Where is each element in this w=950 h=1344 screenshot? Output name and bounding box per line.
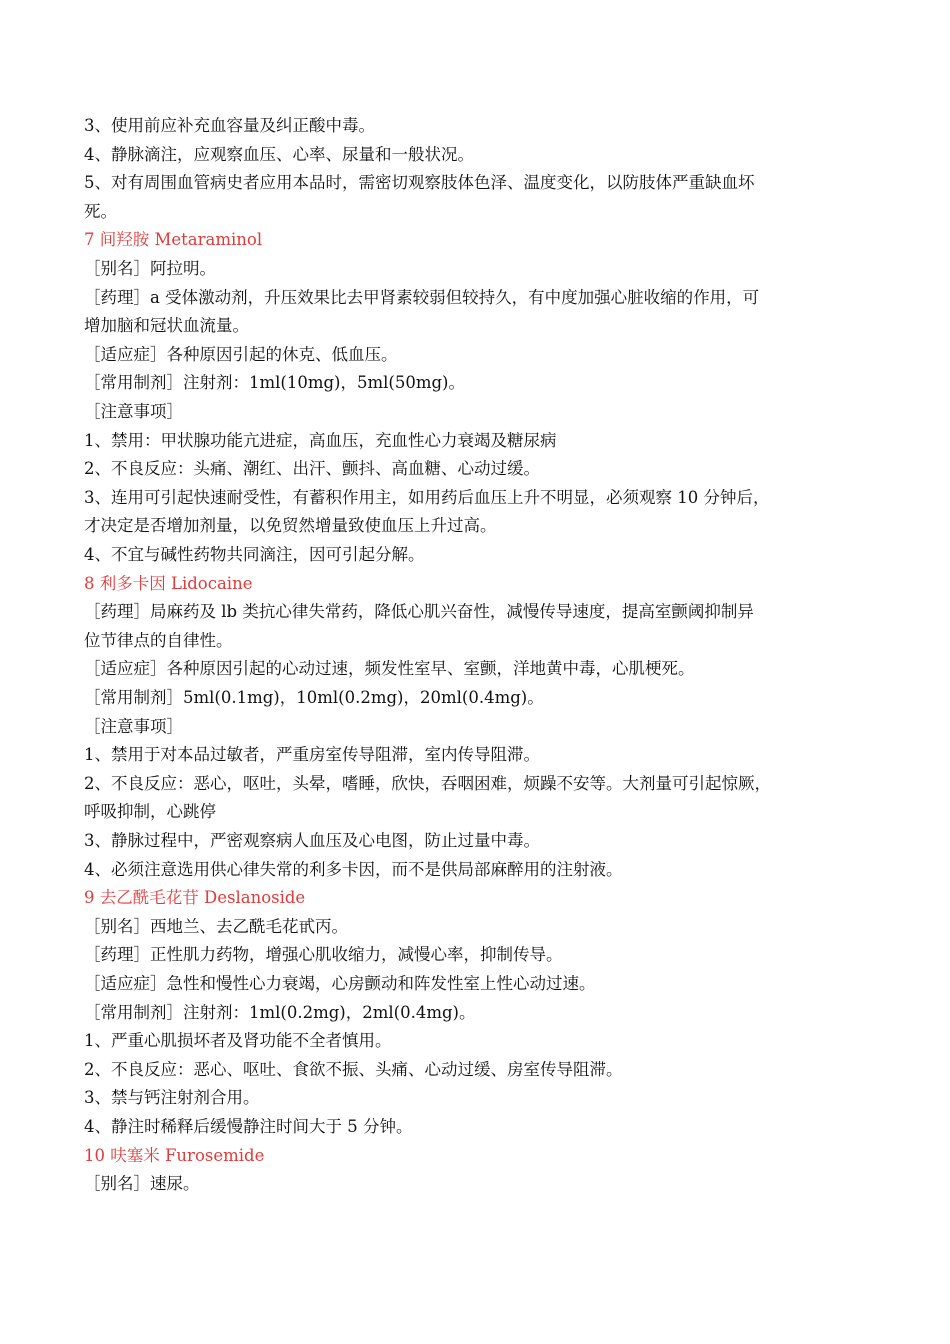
text-line: 3、禁与钙注射剂合用。	[84, 1088, 260, 1108]
text-line: ［常用制剂］注射剂：1ml(10mg)，5ml(50mg)。	[84, 373, 465, 393]
text-line: 3、连用可引起快速耐受性，有蓄积作用主，如用药后血压上升不明显，必须观察 10 分钟后，	[84, 487, 770, 507]
text-line: ［注意事项］	[84, 716, 183, 736]
text-line: ［常用制剂］5ml(0.1mg)，10ml(0.2mg)，20ml(0.4mg)。	[84, 688, 544, 707]
text-line: ［适应症］各种原因引起的心动过速，频发性室早、室颤，洋地黄中毒，心肌梗死。	[84, 659, 695, 679]
text-line: 位节律点的自律性。	[84, 630, 233, 650]
text-line: 才决定是否增加剂量，以免贸然增量致使血压上升过高。	[84, 516, 497, 536]
text-line: 4、不宜与碱性药物共同滴注，因可引起分解。	[84, 545, 425, 564]
text-line: ［注意事项］	[84, 402, 183, 421]
text-line: 3、静脉过程中，严密观察病人血压及心电图，防止过量中毒。	[84, 831, 540, 850]
section-heading: 10 呋塞米 Furosemide	[84, 1145, 265, 1165]
text-line: 增加脑和冠状血流量。	[84, 316, 249, 336]
text-line: 4、静注时稀释后缓慢静注时间大于 5 分钟。	[84, 1117, 413, 1136]
text-line: ［适应症］急性和慢性心力衰竭，心房颤动和阵发性室上性心动过速。	[84, 974, 596, 993]
text-line: 1、禁用：甲状腺功能亢进症，高血压，充血性心力衰竭及糖尿病	[84, 430, 557, 450]
text-line: ［别名］西地兰、去乙酰毛花甙丙。	[84, 916, 348, 936]
text-line: ［药理］a 受体激动剂，升压效果比去甲肾素较弱但较持久，有中度加强心脏收缩的作用，可	[84, 287, 760, 307]
text-line: 5、对有周围血管病史者应用本品时，需密切观察肢体色泽、温度变化，以防肢体严重缺血坏	[84, 173, 755, 193]
text-line: ［药理］局麻药及 lb 类抗心律失常药，降低心肌兴奋性，减慢传导速度，提高室颤阈抑制异	[84, 602, 754, 622]
section-heading: 9 去乙酰毛花苷 Deslanoside	[84, 888, 306, 908]
text-line: 死。	[84, 201, 117, 221]
section-heading: 7 间羟胺 Metaraminol	[84, 230, 263, 250]
text-line: ［常用制剂］注射剂：1ml(0.2mg)，2ml(0.4mg)。	[84, 1002, 476, 1022]
text-line: 2、不良反应：头痛、潮红、出汗、颤抖、高血糖、心动过缓。	[84, 459, 540, 479]
text-line: ［别名］速尿。	[84, 1174, 200, 1194]
section-heading: 8 利多卡因 Lidocaine	[84, 573, 253, 593]
text-line: ［适应症］各种原因引起的休克、低血压。	[84, 344, 398, 364]
text-line: 2、不良反应：恶心、呕吐、食欲不振、头痛、心动过缓、房室传导阻滞。	[84, 1059, 623, 1079]
text-line: 4、静脉滴注，应观察血压、心率、尿量和一般状况。	[84, 144, 474, 164]
text-line: 2、不良反应：恶心，呕吐，头晕，嗜睡，欣快，吞咽困难，烦躁不安等。大剂量可引起惊厥，	[84, 773, 771, 793]
text-line: ［药理］正性肌力药物，增强心肌收缩力，减慢心率，抑制传导。	[84, 945, 563, 965]
text-line: 1、禁用于对本品过敏者，严重房室传导阻滞，室内传导阻滞。	[84, 745, 540, 765]
text-line: 1、严重心肌损坏者及肾功能不全者慎用。	[84, 1031, 392, 1051]
text-line: ［别名］阿拉明。	[84, 259, 216, 278]
text-line: 呼吸抑制，心跳停	[84, 802, 216, 822]
text-line: 4、必须注意选用供心律失常的利多卡因，而不是供局部麻醉用的注射液。	[84, 859, 623, 879]
text-line: 3、使用前应补充血容量及纠正酸中毒。	[84, 116, 375, 135]
